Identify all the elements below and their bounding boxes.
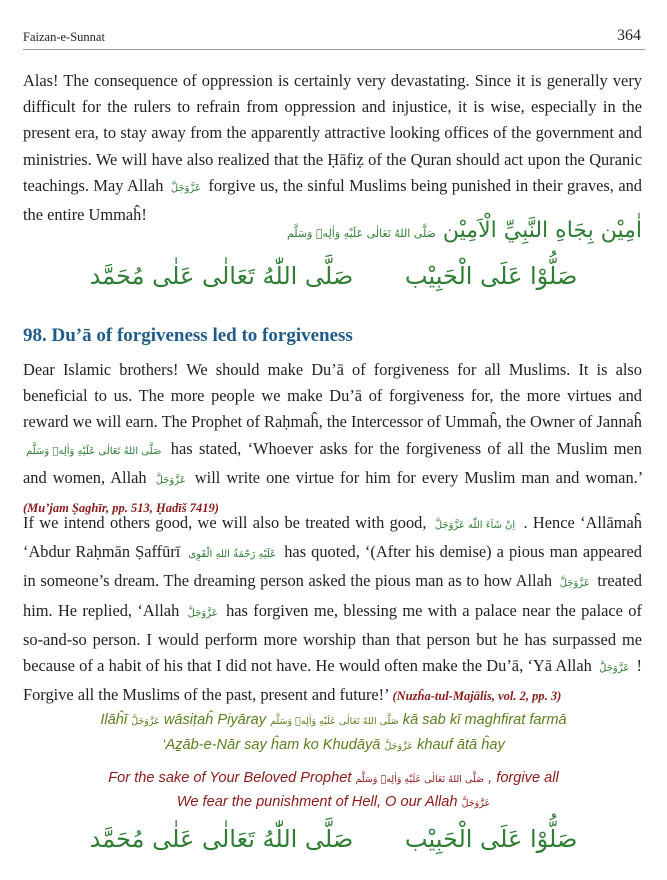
- verse-1b: wāsiṭaĥ Piyāray: [163, 712, 267, 728]
- salawat-honorific: صَلَّى اللهُ تَعَالٰى عَلَيْهِ وَاٰلِهٖ وَسَلَّم: [270, 716, 399, 727]
- azza-wa-jal-honorific: عَزَّوَجَلَّ: [155, 474, 186, 486]
- azza-wa-jal-honorific: عَزَّوَجَلَّ: [131, 716, 160, 727]
- citation: (Nuzĥa-tul-Majālis, vol. 2, pp. 3): [392, 689, 562, 704]
- para3-text-3: has quoted, ‘(After his demise) a pious man appeared in someone’s dream. The dreaming person asked the pious man as to how Allah: [23, 542, 642, 591]
- salawat-honorific: صَلَّى اللهُ تَعَالٰى عَلَيْهِ وَاٰلِهٖ وَسَلَّم: [286, 227, 436, 240]
- paragraph-dua-forgiveness: [23, 357, 642, 521]
- citation: (Mu’jam Ṣaghīr, pp. 513, Ḥadīš 7419): [23, 501, 219, 516]
- para2-text-2: has stated, ‘Whoever asks for the forgiveness of all the Muslim men and women, Allah: [23, 438, 642, 487]
- verse-translation-2: [0, 790, 667, 816]
- durood-left: صَلَّى اللّٰهُ تَعَالٰى عَلٰى مُحَمَّد: [89, 825, 354, 853]
- verse-1c: kā sab kī maghfirat farmā: [402, 712, 567, 728]
- verse-line-1: [0, 708, 667, 734]
- durood-left: صَلَّى اللّٰهُ تَعَالٰى عَلٰى مُحَمَّد: [89, 262, 354, 290]
- para1-text-2: forgive us, the sinful Muslims being punished in their graves, and the entire Ummaĥ!: [23, 175, 642, 225]
- section-heading: 98. Du’ā of forgiveness led to forgiveness: [23, 325, 353, 346]
- book-title: Faizan-e-Sunnat: [23, 30, 105, 44]
- ameen-text: اٰمِيْن بِجَاهِ النَّبِيِّ الْاَمِيْن: [442, 218, 642, 243]
- para3-text-4: treated him. He replied, ‘Allah: [23, 571, 642, 620]
- durood-right: صَلُّوْا عَلَى الْحَبِيْب: [404, 825, 578, 853]
- azza-wa-jal-honorific: عَزَّوَجَلَّ: [384, 741, 414, 752]
- verse-2a: ‘Aẕāb-e-Nār say ĥam ko Khudāyā: [162, 737, 381, 753]
- ameen-invocation: [287, 218, 642, 243]
- in-sha-allah-honorific: اِنْ شَآءَ اللّٰه عَزَّوَجَلَّ: [434, 520, 516, 531]
- para2-text-3: will write one virtue for him for every Muslim man and woman.’: [194, 467, 642, 487]
- para1-text-1: Alas! The consequence of oppression is certainly very devastating. Since it is generally very difficult for the rulers to refrain from oppression and injustice, it is wise, especially in the present era, to stay away from the apparently attractive looking offices of the government and ministries. We will have also realized that the Ḥāfiẓ of the Quran should act upon the Quranic teachings. May Allah: [23, 71, 642, 195]
- alayhi-rahmah-honorific: عَلَيْهِ رَحْمَةُ اللهِ الْقَوِی: [188, 549, 277, 561]
- para3-text-6: ! Forgive all the Muslims of the past, present and future!’: [23, 656, 642, 705]
- verse-3b: , forgive all: [488, 770, 559, 786]
- page-header: [23, 27, 645, 50]
- durood-right: صَلُّوْا عَلَى الْحَبِيْب: [404, 262, 578, 290]
- verse-translation-1: [0, 766, 667, 792]
- verse-2b: khauf ātā ĥay: [417, 737, 505, 753]
- page-number: 364: [617, 27, 641, 44]
- verse-3a: For the sake of Your Beloved Prophet: [108, 770, 352, 786]
- verse-1a: Ilāĥī: [100, 712, 128, 728]
- verse-4a: We fear the punishment of Hell, O our Allah: [176, 794, 458, 810]
- durood-line-1: [0, 262, 667, 290]
- azza-wa-jal-honorific: عَزَّوَجَلَّ: [187, 607, 218, 619]
- azza-wa-jal-honorific: عَزَّوَجَلَّ: [461, 798, 491, 809]
- azza-wa-jal-honorific: عَزَّوَجَلَّ: [170, 182, 201, 194]
- azza-wa-jal-honorific: عَزَّوَجَلَّ: [559, 578, 590, 590]
- paragraph-oppression: [23, 68, 642, 228]
- durood-line-2: [0, 825, 667, 853]
- verse-line-2: [0, 733, 667, 759]
- paragraph-pious-man: [23, 510, 642, 709]
- salawat-honorific: صَلَّى اللهُ تَعَالٰى عَلَيْهِ وَاٰلِهٖ وَسَلَّم: [355, 774, 485, 785]
- para3-text-5: has forgiven me, blessing me with a palace near the palace of so-and-so person. I would perform more worship than that person but he has surpassed me because of a habit of his that I did not have. He would often make the Du’ā, ‘Yā Allah: [23, 600, 642, 676]
- para2-text-1: Dear Islamic brothers! We should make Du’ā of forgiveness for all Muslims. It is also beneficial to us. The more people we make Du’ā of forgiveness for, the more virtues and reward we will earn. The Prophet of Raḥmaĥ, the Intercessor of Ummaĥ, the Owner of Jannaĥ: [23, 360, 642, 432]
- para3-text-2: . Hence ‘Allāmaĥ ‘Abdur Raḥmān Ṣaffūrī: [23, 513, 642, 562]
- para3-text-1: If we intend others good, we will also be treated with good,: [23, 513, 427, 532]
- salawat-honorific: صَلَّى اللهُ تَعَالٰى عَلَيْهِ وَاٰلِهٖ وَسَلَّم: [26, 445, 162, 457]
- azza-wa-jal-honorific: عَزَّوَجَلَّ: [599, 663, 630, 675]
